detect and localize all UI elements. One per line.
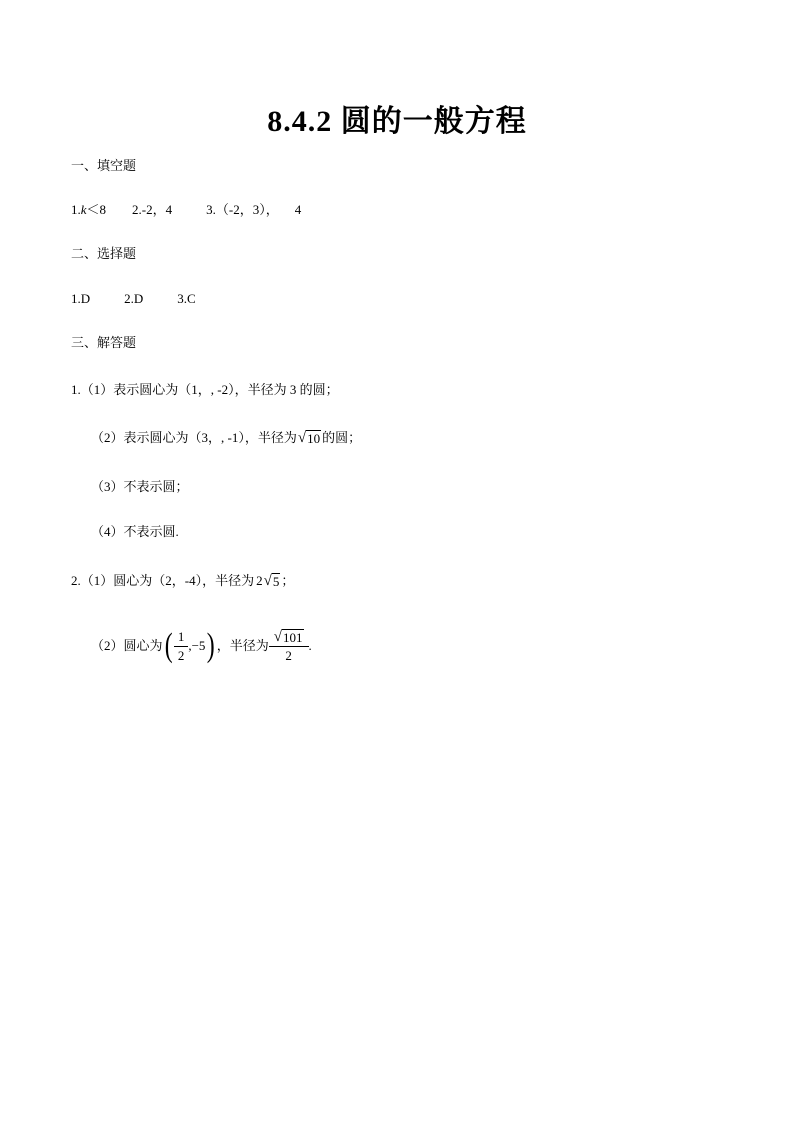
q1-part-1: 1.（1）表示圆心为（1，, -2），半径为 3 的圆； [71, 382, 339, 397]
q1-part-2 [91, 428, 361, 448]
choice-answer-2: 2.D [124, 291, 144, 306]
q2-part-1-coef: 2 [256, 573, 263, 588]
q2-part-2-text: （2）圆心为 [91, 638, 163, 653]
fill-answer-2: 2.-2，4 [132, 202, 173, 217]
choice-answers [71, 289, 196, 309]
section-heading-choice: 二、选择题 [71, 247, 137, 262]
sqrt-5: √ 5 [263, 573, 280, 589]
q1-part-2-end: 的圆； [322, 430, 362, 445]
section-heading-fill-blank: 一、填空题 [71, 159, 137, 174]
q1-part-3: （3）不表示圆； [91, 479, 189, 494]
sqrt-101: √ 101 [273, 628, 303, 645]
center-coordinates [163, 626, 217, 666]
page-title: 8.4.2 圆的一般方程 [267, 105, 527, 138]
q2-part-1-text: 2.（1）圆心为（2，-4），半径为 [71, 573, 255, 588]
fraction-denominator: 2 [269, 646, 309, 665]
sqrt-radicand: 101 [283, 629, 303, 645]
radius-fraction [271, 628, 307, 665]
section-heading-answer: 三、解答题 [71, 336, 137, 351]
q2-part-1 [71, 571, 294, 591]
fill-blank-answers [71, 200, 301, 220]
fill-answer-3-b: 4 [294, 202, 302, 217]
choice-answer-3: 3.C [177, 291, 196, 306]
choice-answer-1: 1.D [71, 291, 91, 306]
fill-answer-3: 3.（-2，3）， [206, 202, 279, 217]
q2-part-2 [91, 624, 312, 668]
fill-answer-1-rest: ＜8 [86, 202, 107, 217]
q1-part-4: （4）不表示圆. [91, 524, 179, 539]
fill-answer-1-var: k [80, 202, 87, 217]
q2-part-2-end: . [308, 638, 312, 653]
fraction-one-half [176, 628, 187, 665]
sqrt-radicand: 10 [307, 431, 321, 446]
center-y: ,−5 [188, 638, 206, 653]
sqrt-10: √ 10 [297, 430, 321, 446]
fraction-denominator: 2 [174, 646, 189, 665]
q1-part-2-text: （2）表示圆心为（3，, -1），半径为 [91, 430, 297, 445]
fill-answer-1-prefix: 1. [71, 202, 81, 217]
q2-part-1-end: ； [281, 573, 295, 588]
right-paren: ) [207, 627, 216, 664]
fraction-numerator: 1 [177, 628, 185, 644]
sqrt-radicand: 5 [272, 574, 280, 589]
q2-part-2-mid: ，半径为 [216, 638, 269, 653]
left-paren: ( [164, 627, 173, 664]
